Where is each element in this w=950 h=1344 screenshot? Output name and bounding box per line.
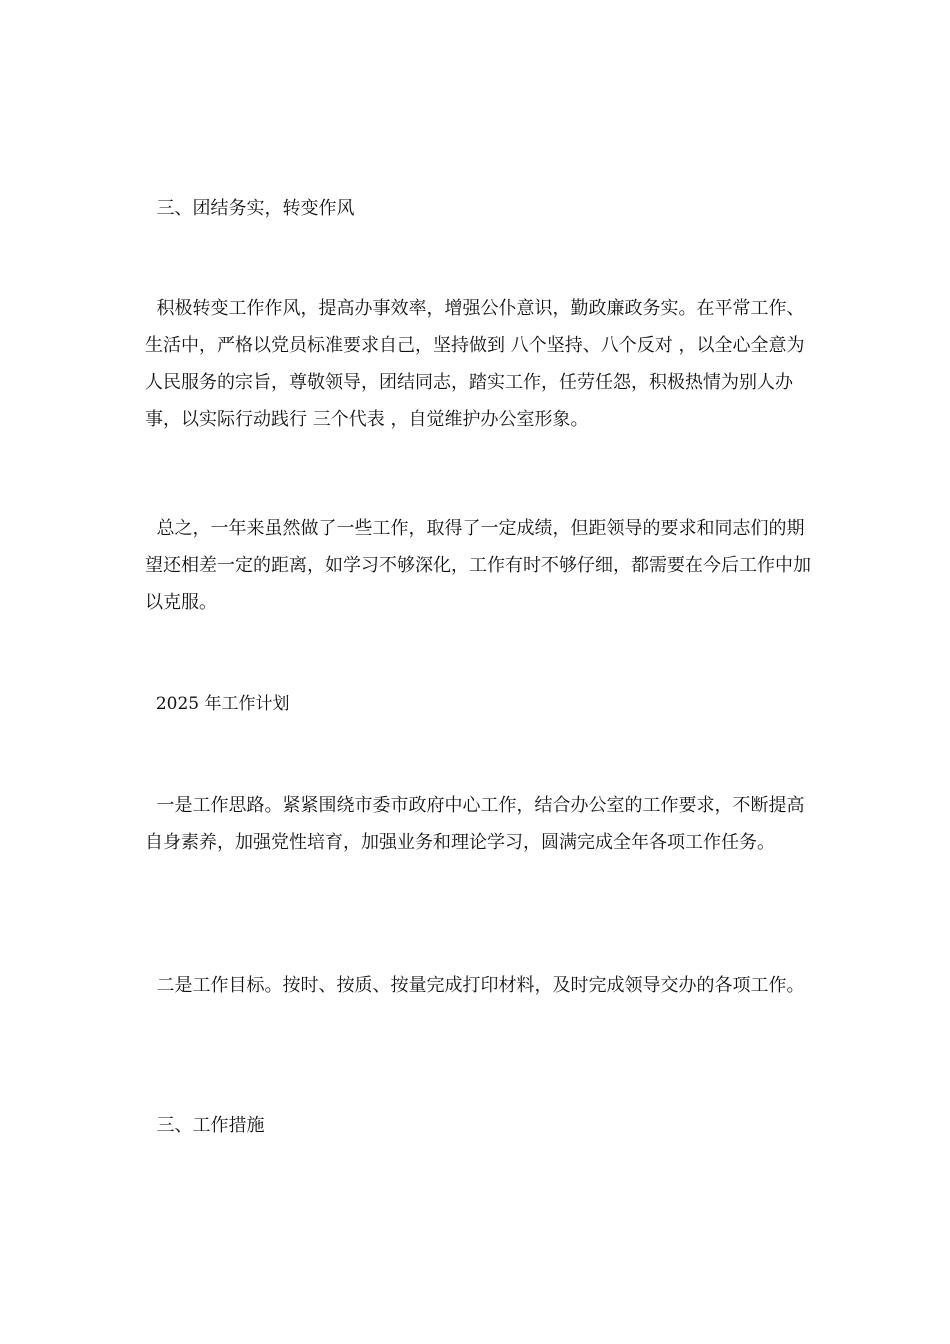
paragraph-work-thinking: 一是工作思路。紧紧围绕市委市政府中心工作，结合办公室的工作要求，不断提高自身素养，加强党性培育，加强业务和理论学习，圆满完成全年各项工作任务。 [145,795,805,853]
paragraph-summary: 总之，一年来虽然做了一些工作，取得了一定成绩，但距领导的要求和同志们的期望还相差一定的距离，如学习不够深化，工作有时不够仔细，都需要在今后工作中加以克服。 [145,518,811,613]
paragraph-work-style: 积极转变工作作风，提高办事效率，增强公仆意识，勤政廉政务实。在平常工作、生活中，严格以党员标准要求自己，坚持做到 八个坚持、八个反对 ，以全心全意为人民服务的宗旨，尊敬领导，团结同志，踏实工作，任劳任怨，积极热情为别人办事，以实际行动践行 三个代表 ，自觉维护办公室形象。 [145,298,805,430]
paragraph-work-goal: 二是工作目标。按时、按质、按量完成打印材料，及时完成领导交办的各项工作。 [145,975,805,996]
section-heading-measures: 三、工作措施 [145,1115,265,1136]
section-heading-unity: 三、团结务实，转变作风 [145,198,355,219]
section-heading-work-plan: 2025 年工作计划 [145,694,290,714]
